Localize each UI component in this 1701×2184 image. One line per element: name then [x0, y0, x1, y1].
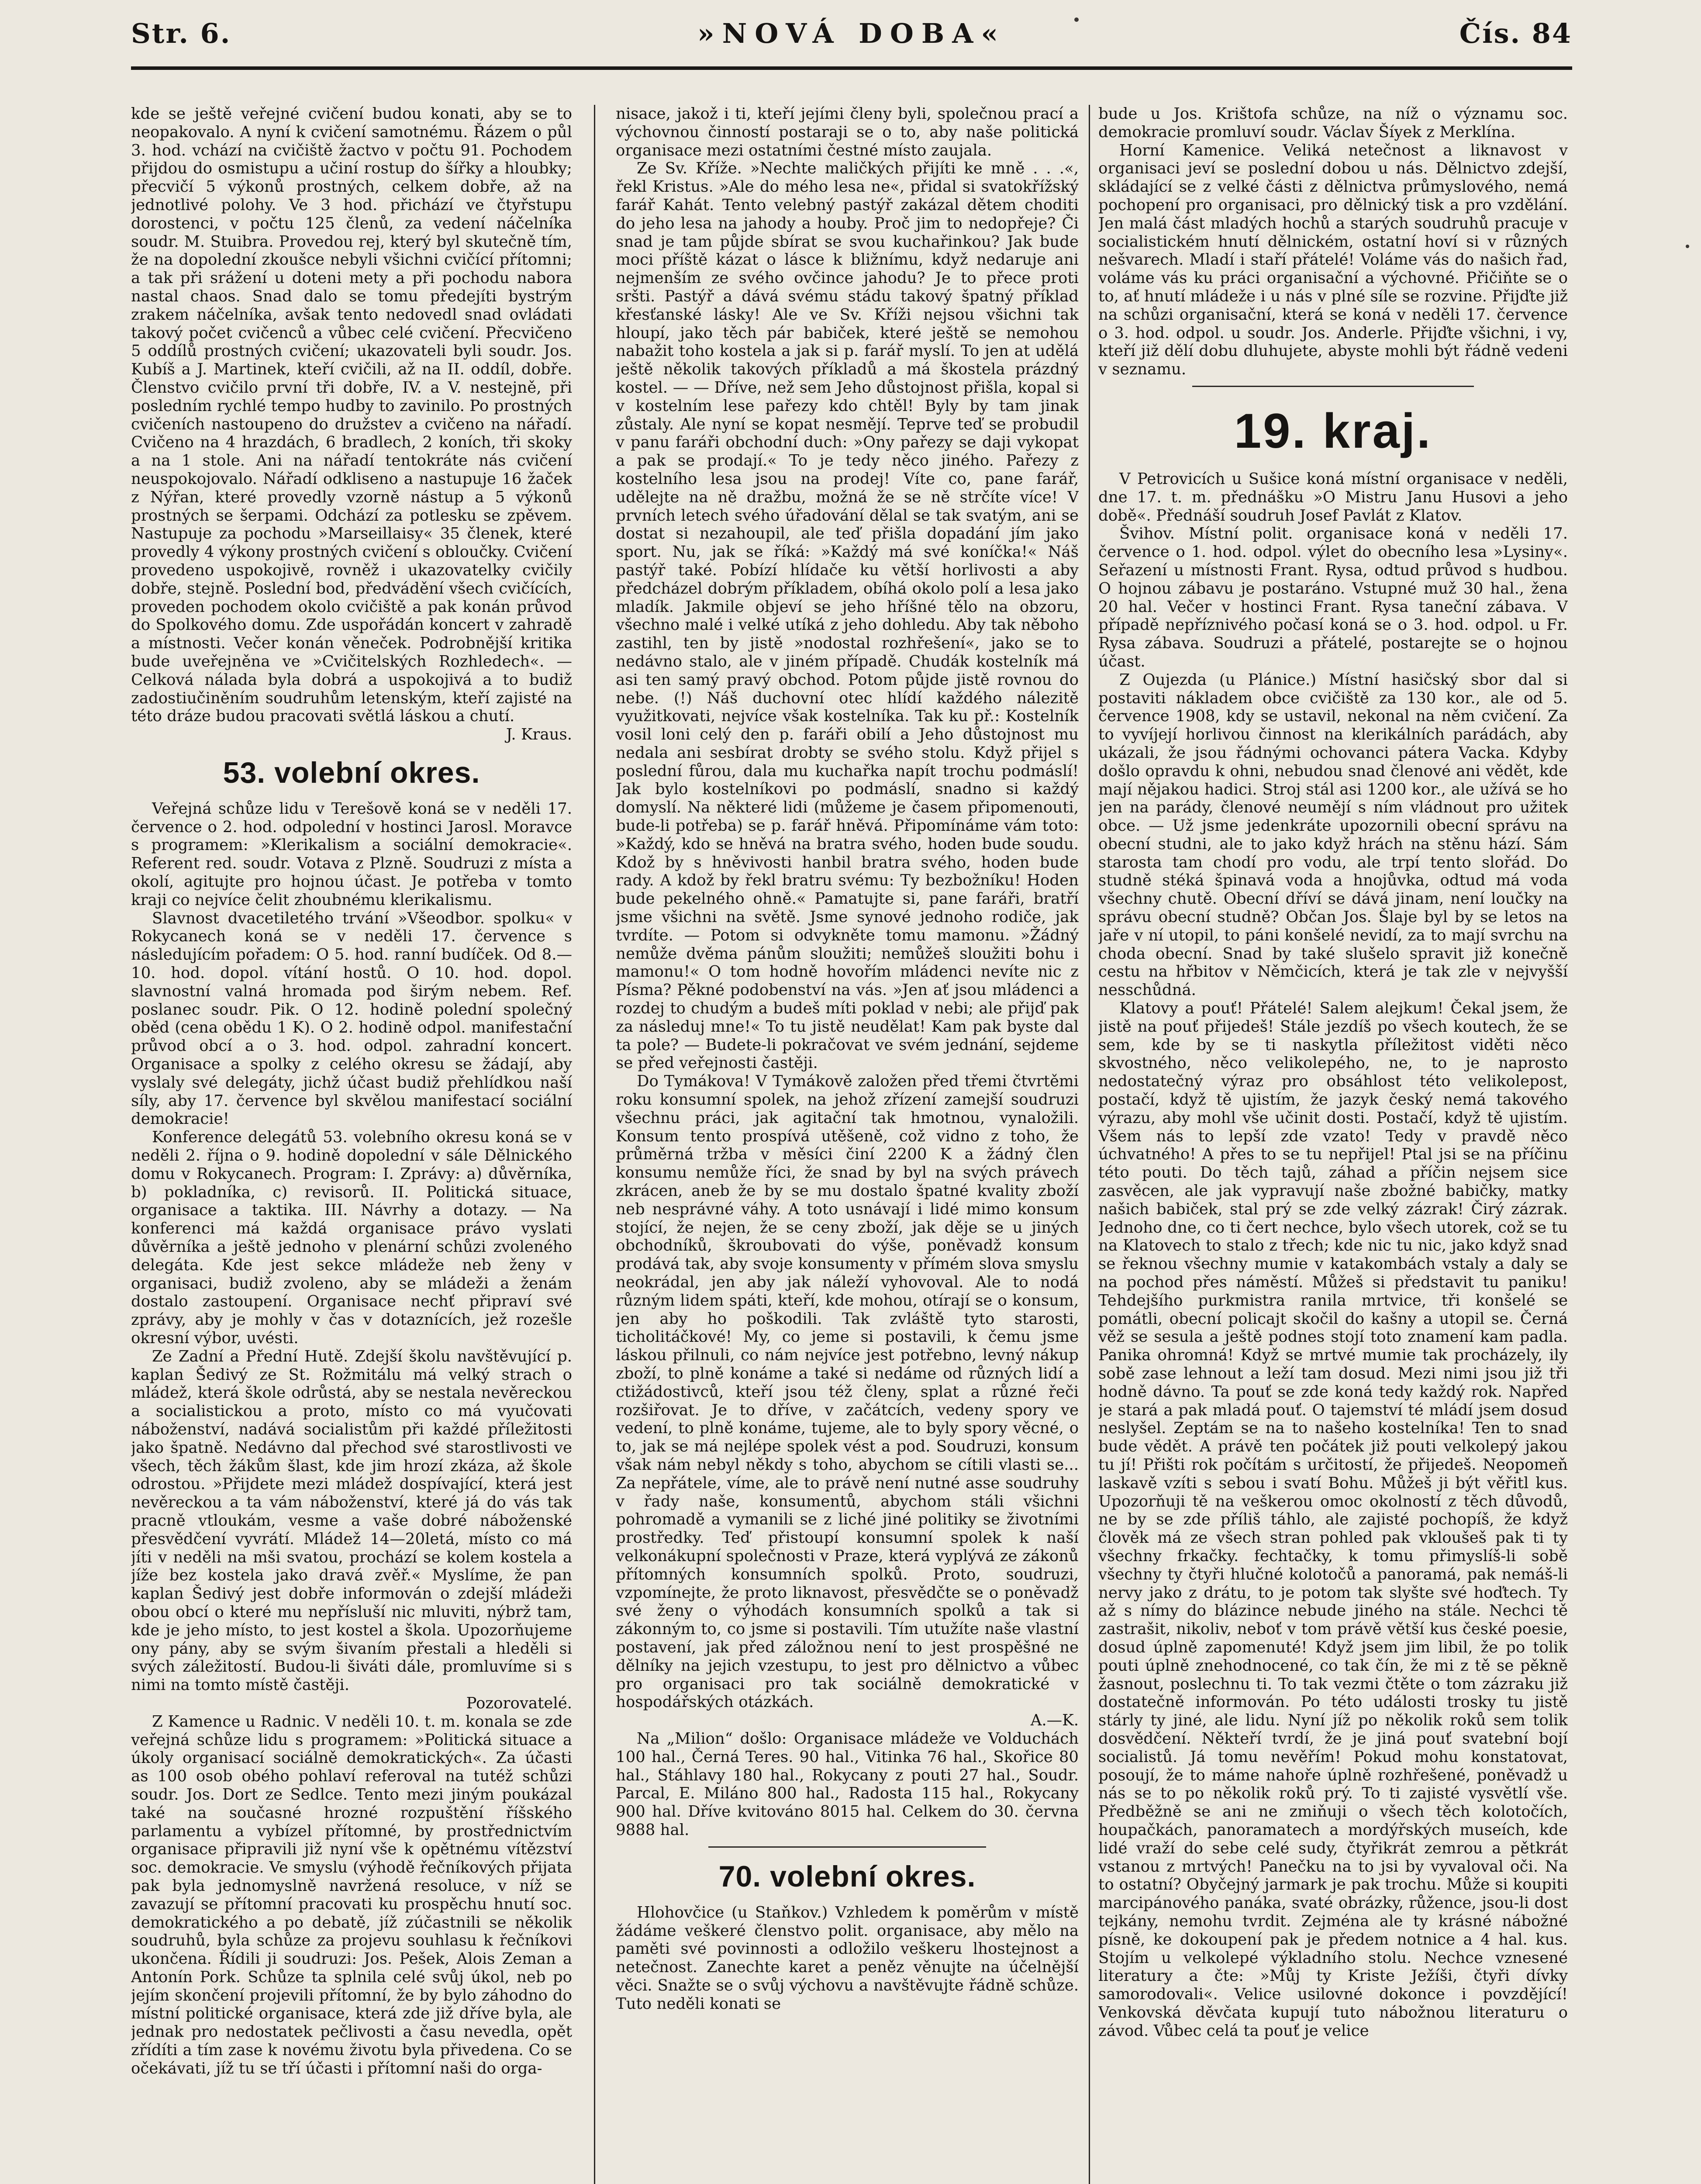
article-paragraph: Klatovy a pouť! Přátelé! Salem alejkum! Čekal jsem, že jistě na pouť přijedeš! Stále jezdíš po všech koutech, že se sem, kde by se ti naskytla příležitost viděti něco skvostného, něco velikolepého, ne, to je naprosto nedostatečný výraz pro obsáhlost této velikolepost, postačí, když tě ujistím, že jazyk český nemá takového výrazu, aby mohl vše učinit dosti. Postačí, když tě ujistím. Všem nás to lepší zde vzato! Tedy v pravdě něco úchvatného! A přes to se tu nepřijel! Ptal jsi se na příčinu této pouti. Do těch tajů, záhad a příčin nejsem sice zasvěcen, ale jak vypravují naše zbožné babičky, matky našich babiček, stal prý se zde velký zázrak! Čirý zázrak. Jednoho dne, co ti čert nechce, bylo všech utorek, což se tu na Klatovech to stalo z třech; kde nic tu nic, jako když snad se řeknou všechny mumie v katakombách vstaly a daly se na pochod přes náměstí. Můžeš si představit tu paniku! Tehdejšího purkmistra ranila mrtvice, tři konšelé se pomátli, obecní policajt skočil do kašny a utopil se. Černá věž se sesula a ještě podnes stojí toto znamení kam padla. Panika ohromná! Když se mrtvé mumie tak procházely, ily sobě zase lehnout a leží tam dosud. Mezi nimi jsou již tři hodně dávno. Ta pouť se zde koná tedy každý rok. Napřed je stará a pak mladá pouť. O tajemství té mládí jsem dosud neslyšel. Zeptám se na to našeho kostelníka! Ten to snad bude vědět. A právě ten počátek již pouti velkolepý jakou tu jí! Přišti rok počítám s určitostí, že přijedeš. Neopomeň laskavě vzíti s sebou i svatí Bohu. Můžeš ji být věřitl kus. Upozorňuji tě na veškerou omoc okolností z těch důvodů, ne by se zde příliš táhlo, ale zajisté pochopíš, že když člověk má ze všech stran pohled pak vkloušeš pak ti ty všechny frkačky. fechtačky, k tomu přimyslíš-li sobě všechny ty čtyři hlučné kolotočů a panoramá, pak nemáš-li nervy jako z drátu, to je potom tak slyšte své hoďtech. Ty až s nímy do blázince nebude jiného na stále. Nechci tě zastrašit, nikoliv, neboť v tom právě větší kus české poesie, dosud úplně zapomenuté! Když jsem jim libil, že po tolik pouti úplně znehodnocené, co tak čín, že mi z tě se pěkně žasnout, poslechnu ti. To tak vezmi čtěte o tom zázraku již dostatečně informován. Po této události trosky tu jistě stárly ty jiné, ale lidu. Nyní jíž po několik roků sem tolik dosvědčení. Někteří tvrdí, že je jiná pouť svatební bojí socialistů. Já tomu nevěřím! Pokud mohu konstatovat, posoují, že to máme nahoře úplně rozhřešené, poněvadž u nás se to po několik roků prý. To ti zajisté vysvětlí vše. Předběžně se ani ne zmiňuji o všech těch kolotočích, houpačkách, panoramatech a mordýřských museích, kde lidé vraží do sebe celé sudy, čtyřikrát zemrou a pětkrát vstanou z mrtvých! Panečku na to jsi by vyvaloval oči. Na to ostatní? Obyčejný jarmark je pak trochu. Může si koupiti marcipánového panáka, svaté obrázky, růžence, jsou-li dost tejkány, nemohu tvrdit. Zejména ale ty krásné nábožné písně, ke dokoupení pak je předem notnice a 4 hal. kus. Stojím u velkolepé výkladního stolu. Nechce vznesené literatury a čte: »Můj ty Kriste Ježíši, čtyři dívky samorodovali«. Velice usilovné dokonce i povzdějící! Venkovská děvčata kupují tuto nábožnou literaturu o závod. Vůbec celá ta pouť je velice [1098, 999, 1568, 2040]
section-heading: 70. volební okres. [718, 1859, 976, 1893]
article-signature: A.—K. [1030, 1711, 1079, 1730]
issue-number: Čís. 84 [1459, 17, 1572, 49]
article-paragraph: bude u Jos. Krištofa schůze, na níž o významu soc. demokracie promluví soudr. Václav Šíyek z Merklína. [1098, 105, 1568, 141]
section-heading: 53. volební okres. [223, 756, 480, 789]
article-paragraph: Hlohovčice (u Staňkov.) Vzhledem k poměrům v místě žádáme veškeré členstvo polit. organisace, aby mělo na paměti své povinnosti a odložilo veškeru lhostejnost a netečnost. Zanechte karet a peněz věnujte na účelnější věci. Snažte se o svůj výchovu a navštěvujte řádně schůze. Tuto neděli konati se [616, 1903, 1079, 2013]
newspaper-title: »NOVÁ DOBA« [697, 17, 1006, 49]
column-divider [1089, 105, 1090, 2184]
article-paragraph: Do Tymákova! V Tymákově založen před třemi čtvrtěmi roku konsumní spolek, na jehož zřízení zamejší soudruzi všechnu práci, jak agitační tak hmotnou, vynaložili. Konsum tento prospívá utěšeně, což vidno z toho, že průměrná tržba v měsíci činí 2200 K a žádný člen konsumu nemůže říci, že snad by byl na svých právech zkrácen, aneb že by se mu dostalo špatné kvality zboží neb nesprávné váhy. A toto usnávají i lidé mimo konsum stojící, že nejen, že se ceny zboží, jak děje se u jiných obchodníků, škroubovati do výše, poněvadž konsum prodává tak, aby svoje konsumenty v přímém slova smyslu neokrádal, jen aby jak náleží vyhovoval. Ale to nodá různým lidem spáti, kteří, kde mohou, otírají se o konsum, jen aby ho poškodili. Tak zvláště tyto starosti, ticholitáčkové! My, co jeme si postavili, k čemu jsme láskou přilnuli, co nám nejvíce jest potřebno, levný nákup zboží, to plně konáme a také si nedáme od různých lidí a ctižádostivců, kteří jsou též členy, splat a různé řeči rozšiřovat. Je to dříve, v začátcích, vedeny spory ve vedení, to plně konáme, tujeme, ale to byly spory věcné, o to, jak se má nejlépe spolek vést a pod. Soudruzi, konsum však nám nebyl někdy s toho, abychom se cítili vlasti se... Za nepřátele, víme, ale to právě není nutné asse soudruhy v řady naše, konsumentů, abychom stáli všichni pohromadě a vymanili se z liché jiné politiky se životními prostředky. Teď přistoupí konsumní spolek k naší velkonákupní společnosti v Praze, která vyplývá ze zákonů přítomných konsumních spolků. Proto, soudruzi, vzpomínejte, že proto liknavost, přesvědčte se o poněvadž své ženy o výhodách konsumních spolků a tak si zákonným to, co jsme si postavili. Tím utužíte naše vlastní postavení, jak před záložnou není to jest prospěšné ne dělníky na jejich vzestupu, to jest pro dělnictvo a vůbec pro organisaci pro tak sociálně demokratické v hospodářských otázkách. [616, 1072, 1079, 1711]
page-header [131, 10, 1572, 70]
article-signature: J. Kraus. [506, 726, 572, 744]
article-paragraph: V Petrovicích u Sušice koná místní organisace v neděli, dne 17. t. m. přednášku »O Mistru Janu Husovi a jeho době«. Přednáší soudruh Josef Pavlát z Klatov. [1098, 470, 1568, 525]
print-speck [1074, 17, 1079, 22]
page-number: Str. 6. [131, 17, 231, 49]
article-signature: Pozorovatelé. [466, 1694, 572, 1712]
article-paragraph: Ze Zadní a Přední Hutě. Zdejší školu navštěvující p. kaplan Šedivý ze St. Rožmitálu má velký strach o mládež, která škole odrůstá, aby se nestala nevěreckou a socialistickou a proto, místo co má vyučovati náboženství, nadává socialistům při každé příležitosti jako špatně. Nedávno dal přechod své starostlivosti ve všech, těch žákům šlast, kde jim hrozí zkáza, až škole odrostou. »Přijdete mezi mládež dospívající, která jest nevěreckou a ta vám náboženství, které já do vás tak pracně vtloukám, vesme a vaše dobré náboženské přesvědčení vyvrátí. Mládež 14—20letá, místo co má jíti v neděli na mši svatou, prochází se kolem kostela a jíže bez kostela jako dravá zvěř.« Myslíme, že pan kaplan Šedivý jest dobře informován o zdejší mládeži obou obcí o které mu nepřísluší nic mluviti, nýbrž tam, kde je jeho místo, to jest kostel a škola. Upozorňujeme ony pány, aby se svým šivaním přestali a hleděli si svých záležitostí. Budou-li šiváti dále, promluvíme si s nimi na tomto místě častěji. [131, 1347, 572, 1694]
article-paragraph: kde se ještě veřejné cvičení budou konati, aby se to neopakovalo. A nyní k cvičení samotnému. Řázem o půl 3. hod. vchází na cvičiště žactvo v počtu 91. Pochodem přijdou do osmistupu a učiní rostup do šířky a hloubky; přecvičí 5 výkonů prostných, celkem dobře, až na jednotlivé polohy. Ve 3 hod. přichází ve čtyřstupu dorostenci, v počtu 125 členů, za vedení náčelníka soudr. M. Stuibra. Provedou rej, který byl skutečně tím, že na dopolední zkoušce nebyli všichni cvičící přítomni; a tak při srážení u doteni mety a při pochodu nabora nastal chaos. Snad dalo se tomu předejíti bystrým zrakem náčelníka, avšak tento nedovedl snad ovládati takový počet cvičenců a vůbec celé cvičení. Přecvičeno 5 oddílů prostných cvičení; ukazovateli byli soudr. Jos. Kubíš a J. Martinek, kteří cvičili, až na II. oddíl, dobře. Členstvo cvičilo první tři dobře, IV. a V. nestejně, při posledním rychlé tempo hudby to zavinilo. Po prostných cvičeních nastoupeno do družstev a cvičeno na nářadí. Cvičeno na 4 hrazdách, 6 bradlech, 2 koních, tři skoky a na 1 stole. Ani na nářadí tentokráte nás cvičení neuspokojovalo. Nářadí odkliseno a nastupuje 16 žaček z Nýřan, které provedly vzorně nástup a 5 výkonů prostných se šerpami. Odchází za potlesku se zpěvem. Nastupuje za pochodu »Marseillaisy« 35 členek, které provedly 4 výkony prostných cvičení s obloučky. Cvičení provedeno uspokojivě, rovněž i ukazovatelky cvičily dobře, stejně. Poslední bod, předvádění všech cvičících, proveden pochodem okolo cvičiště a pak konán průvod do Spolkového domu. Zde uspořádán koncert v zahradě a místnosti. Večer konán věneček. Podrobnější kritika bude uveřejněna ve »Cvičitelských Rozhledech«. — Celková nálada byla dobrá a uspokojivá a to budiž zadostiučiněním soudruhům letenským, kteří zajisté na této dráze budou pracovati světlá láskou a chutí. [131, 105, 572, 726]
column-1 [131, 105, 572, 2184]
article-paragraph: Veřejná schůze lidu v Terešově koná se v neděli 17. července o 2. hod. odpolední v hostinci Jarosl. Moravce s programem: »Klerikalism a sociální demokracie«. Referent red. soudr. Votava z Plzně. Soudruzi z místa a okolí, agitujte pro hojnou účast. Je potřeba v tomto kraji co nejvíce čelit zhoubnému klerikalismu. [131, 799, 572, 909]
article-paragraph: Z Kamence u Radnic. V neděli 10. t. m. konala se zde veřejná schůze lidu s programem: »Politická situace a úkoly organisací sociálně demokratických«. Za účasti as 100 osob obého pohlaví referoval na tutéž schůzi soudr. Jos. Dort ze Sedlce. Tento mezi jiným poukázal také na současné hrozné rozpuštění říšského parlamentu a vybízel přítomné, by prostřednictvím organisace připravili již nyní vše k opětnému vítězství soc. demokracie. Ve smyslu (výhodě řečníkových přijata pak byla jednomyslně navržená resoluce, v níž se zavazují se přítomní pracovati ku prospěchu hnutí soc. demokratického a po debatě, jíž zúčastnili se několik soudruhů, byla schůze za projevu souhlasu k řečníkovi ukončena. Řídili ji soudruzi: Jos. Pešek, Alois Zeman a Antonín Pork. Schůze ta splnila celé svůj úkol, neb po jejím skončení projevili přítomní, že by bylo záhodno do místní politické organisace, která zde již dříve byla, ale jednak pro nedostatek pečlivosti a času nevedla, opět zřídíti a tím zase k novému životu byla přivedena. Co se očekávati, jíž tu se tří účasti i přítomní naši do orga- [131, 1712, 572, 2077]
article-paragraph: Švihov. Místní polit. organisace koná v neděli 17. července o 1. hod. odpol. výlet do obecního lesa »Lysiny«. Seřazení u místnosti Frant. Rysa, odtud průvod s hudbou. O hojnou zábavu je postaráno. Vstupné muž 30 hal., žena 20 hal. Večer v hostinci Frant. Rysa taneční zábava. V případě nepříznivého počasí koná se o 3. hod. odpol. u Fr. Rysa zábava. Soudruzi a přátelé, postarejte se o hojnou účast. [1098, 525, 1568, 670]
column-2 [616, 105, 1079, 2184]
article-paragraph: Horní Kamenice. Veliká netečnost a liknavost v organisaci jeví se poslední dobou u nás. Dělnictvo zdejší, skládající se z velké části z dělnictva průmyslového, nemá pochopení pro organisaci, pro dělnický tisk a pro vzdělání. Jen malá část mladých hochů a starých soudruhů pracuje v socialistickém hnutí dělnickém, ostatní hoví si v různých nešvarech. Mladí i staří přátelé! Voláme vás do našich řad, voláme vás ku práci organisační a výchovné. Přičiňte se o to, ať hnutí mládeže i u nás v plné síle se rozvine. Přijďte již na schůzi organisační, která se koná v neděli 17. července o 3. hod. odpol. u soudr. Jos. Anderle. Přijďte všichni, i vy, kteří již dělí dobu dluhujete, abyste mohli být řádně vedeni v seznamu. [1098, 141, 1568, 379]
article-paragraph: Z Oujezda (u Plánice.) Místní hasičský sbor dal si postaviti nákladem obce cvičiště za 130 kor., ale od 5. července 1908, kdy se ustavil, nekonal na něm cvičení. Za to vyvíjejí horlivou činnost na klerikálních parádách, aby ukázali, že jsou řádnými ochovanci pátera Vacka. Kdyby došlo opravdu k ohni, nebudou snad členové ani vědět, kde mají nějakou hadici. Stroj stál asi 1200 kor., ale užívá se ho jen na parády, členové neumějí s ním vládnout pro užitek obce. — Už jsme jedenkráte upozornili obecní správu na obecní studni, ale to jako když hrách na stěnu hází. Sám starosta tam chodí pro vodu, ale trpí tento slořád. Do studně stéká špinavá voda a hnojůvka, odtud má voda všechny chutě. Obecní dříví se dává jinam, není loučky na správu obecní studně? Občan Jos. Šlaje byl by se letos na jaře v ní utopil, to páni konšelé nevidí, za to mají svrchu na choda obecní. Snad by také slušelo spravit již konečně cestu na hřbitov v Němčicích, která je tak zle v nejvyšší nesschůdná. [1098, 670, 1568, 999]
section-heading: 19. kraj. [1234, 403, 1432, 458]
column-divider [594, 105, 595, 2184]
article-paragraph: Konference delegátů 53. volebního okresu koná se v neděli 2. října o 9. hodině dopolední v sále Dělnického domu v Rokycanech. Program: I. Zprávy: a) důvěrníka, b) pokladníka, c) revisorů. II. Politická situace, organisace a taktika. III. Návrhy a dotazy. — Na konferenci má každá organisace právo vyslati důvěrníka a ještě jednoho v plenární schůzi zvoleného delegáta. Kde jest sekce mládeže neb ženy v organisaci, budiž zvoleno, aby se mládeži a ženám dostalo zastoupení. Organisace nechť připraví své zprávy, aby je mohly v čas v dotaznících, jež rozešle okresní výbor, uvésti. [131, 1128, 572, 1347]
article-paragraph: nisace, jakož i ti, kteří jejími členy byli, společnou prací a výchovnou činností postaraji se o to, aby naše politická organisace mezi ostatními čestné místo zaujala. [616, 105, 1079, 159]
column-3 [1098, 105, 1568, 2184]
print-speck [1686, 245, 1689, 248]
section-divider [708, 1846, 986, 1848]
article-paragraph: Ze Sv. Kříže. »Nechte maličkých přijíti ke mně . . .«, řekl Kristus. »Ale do mého lesa ne«, přidal si svatokřížský farář Kahát. Tento velebný pastýř zakázal dětem choditi do jeho lesa na jahody a houby. Proč jim to nedopřeje? Či snad je tam půjde sbírat se svou kuchařinkou? Jak bude moci příště kázat o lásce k bližnímu, když nedaruje ani nejmenším ze svého ovčince jahodu? Je to přece proti sršti. Pastýř a dává svému stádu takový špatný příklad křesťanské lásky! Ale ve Sv. Kříži nejsou všichni tak hloupí, jako těch pár babiček, které ještě se nemohou nabažit toho kostela a jak si p. farář myslí. To jen at udělá ještě několik takových příkladů a má škostela prázdný kostel. — — Dříve, než sem Jeho důstojnost přišla, kopal si v kostelním lese pařezy kdo chtěl! Byly by tam jinak zůstaly. Ale nyní se kopat nesmějí. Teprve teď se probudil v panu faráři obchodní duch: »Ony pařezy se daji vykopat a pak se prodají.« To je tedy něco jiného. Pařezy z kostelního lesa jsou na prodej! Víte co, pane farář, udělejte na ně dražbu, možná že se ně strčíte více! V prvních letech svého úřadování dělal se tak svatým, ani se dostat si nezahoupil, ale teď přišla dopadání jím jako sport. Nu, jak se říká: »Každý má své koníčka!« Náš pastýř také. Pobízí hlídače ku větší horlivosti a aby předcházel dobrým příkladem, obíhá okolo polí a lesa jako mladík. Jakmile objeví se jeho hříšné tělo na obzoru, všechno malé i velké utíká z jeho dohledu. Aby tak něboho zastihl, ten by jistě »nodostal rozhřešení«, jako se to nedávno stalo, ale v jiném případě. Chudák kostelník má asi ten samý pravý obchod. Potom půjde jistě rovnou do nebe. (!) Náš duchovní otec hlídí každého nálezitě využitkovati, nejvíce však kostelníka. Tak ku př.: Kostelník vosil loni celý den p. faráři obilí a Jeho důstojnost mu nedala ani sesbírat drobty se svého stolu. Když přijel s poslední fůrou, dala mu kuchařka napít trochu podmáslí! Jak bylo kostelníkovi po podmáslí, snadno si každý domyslí. Na některé lidi (můžeme je časem připomenouti, bude-li potřeba) se p. farář hněvá. Připomínáme vám toto: »Každý, kdo se hněvá na bratra svého, hoden bude soudu. Kdož by s hněvivosti hanbil bratra svého, hoden bude rady. A kdož by řekl bratru svému: Ty bezbožníku! Hoden bude pekelného ohně.« Pamatujte si, pane faráři, bratří jsme všichni na světě. Jsme synové jednoho rodiče, jak tvrdíte. — Potom si odvykněte tomu mamonu. »Žádný nemůže dvěma pánům sloužiti; nemůžeš sloužiti bohu i mamonu!« O tom hodně hovořím mládenci nevíte nic z Písma? Pěkné podobenství na vás. »Jen ať jsou mládenci a rozdej to chudým a budeš míti poklad v nebi; ale přijď pak za následuj mne!« To tu jistě neudělat! Kam pak byste dal ta pole? — Budete-li pokračovat ve svém jednání, sejdeme se před veřejnosti častěji. [616, 159, 1079, 1072]
section-divider [1192, 386, 1474, 387]
article-paragraph: Slavnost dvacetiletého trvání »Všeodbor. spolku« v Rokycanech koná se v neděli 17. července s následujícím pořadem: O 5. hod. ranní budíček. Od 8.—10. hod. dopol. vítání hostů. O 10. hod. dopol. slavnostní valná hromada pod širým nebem. Ref. poslanec soudr. Pik. O 12. hodině polední společný oběd (cena obědu 1 K). O 2. hodině odpol. manifestační průvod obcí a o 3. hod. odpol. zahradní koncert. Organisace a spolky z celého okresu se žádají, aby vyslaly své delegáty, jichž účast budiž přehlídkou naší síly, aby 17. července byl skvělou manifestací sociální demokracie! [131, 909, 572, 1128]
article-paragraph: Na „Milion“ došlo: Organisace mládeže ve Volduchách 100 hal., Černá Teres. 90 hal., Vitinka 76 hal., Skořice 80 hal., Stáhlavy 180 hal., Rokycany z pouti 27 hal., Soudr. Parcal, E. Miláno 800 hal., Radosta 115 hal., Rokycany 900 hal. Dříve kvitováno 8015 hal. Celkem do 30. června 9888 hal. [616, 1729, 1079, 1839]
